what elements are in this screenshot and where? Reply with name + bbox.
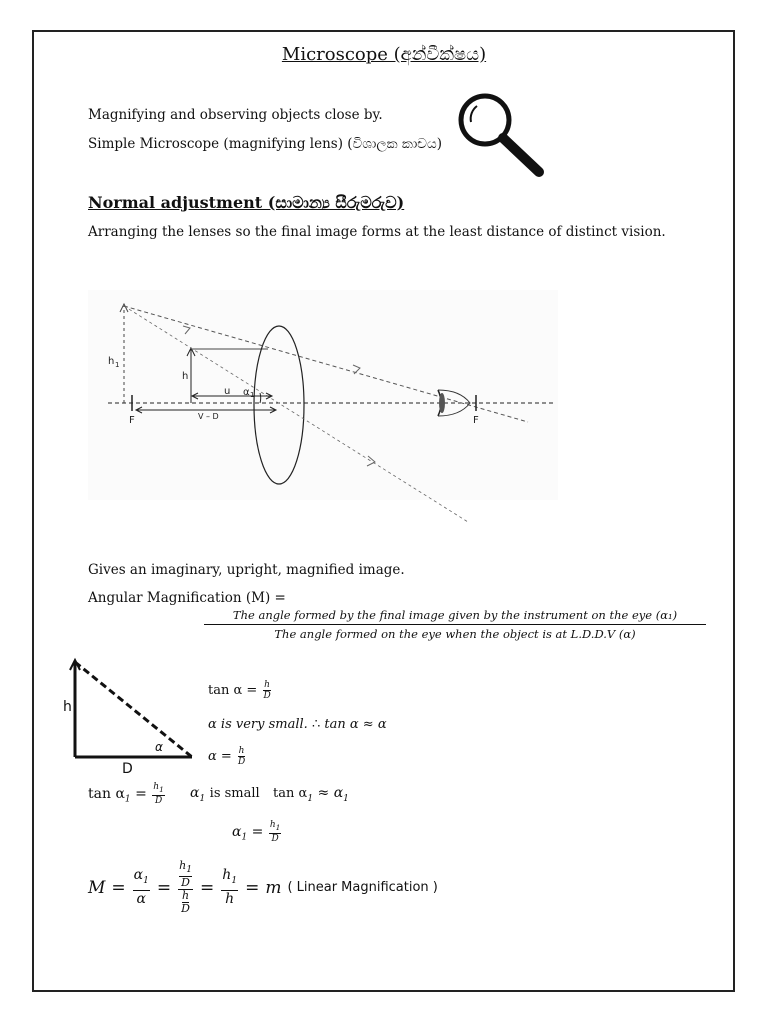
magnifying-glass-icon — [455, 92, 547, 180]
eq-tan-alpha1: $\tan \alpha_1$ = $\frac{h_1}{D}$ — [88, 782, 164, 806]
label-h: h — [182, 371, 189, 382]
eq-tan-alpha: tan α = $\frac{h}{D}$ — [208, 680, 271, 701]
eq-alpha1: $\alpha_1$ = $\frac{h_1}{D}$ — [232, 820, 281, 844]
angular-magnification-label: Angular Magnification (M) = — [88, 590, 286, 606]
intro-line-1: Magnifying and observing objects close by. — [88, 107, 383, 123]
angular-mag-numerator: The angle formed by the final image given by the instrument on the eye (α₁) — [204, 608, 706, 625]
normal-adjustment-desc: Arranging the lenses so the final image forms at the least distance of distinct vision. — [88, 224, 666, 240]
label-u: u — [224, 386, 231, 397]
label-alpha1: α — [243, 387, 250, 398]
label-h1: h — [108, 356, 115, 367]
label-h1-sub: 1 — [115, 361, 120, 369]
eq-alpha1-small: $\alpha_1$ is small $\tan \alpha_1 \approx \alpha_1$ — [190, 785, 349, 804]
eq-alpha-small: α is very small. ∴ tan α ≈ α — [208, 717, 387, 732]
angular-mag-denominator: The angle formed on the eye when the object is at L.D.D.V (α) — [274, 627, 636, 641]
triangle-label-h: h — [63, 699, 72, 715]
label-v-d: V – D — [198, 412, 219, 421]
triangle-diagram — [60, 652, 200, 776]
image-description: Gives an imaginary, upright, magnified image. — [88, 562, 405, 578]
linear-magnification-note: ( Linear Magnification ) — [287, 880, 438, 896]
intro-line-2: Simple Microscope (magnifying lens) (විශාලක කාචය) — [88, 136, 442, 152]
label-f-left: F — [129, 415, 135, 426]
ray-diagram — [88, 290, 558, 530]
eq-magnification: M = $\frac{\alpha_1}{\alpha}$ = $h_1$ D h D = $\frac{h_1}{h}$ = m ( Linear Magnification ) — [88, 859, 438, 916]
label-alpha1-sub: 1 — [250, 391, 255, 399]
label-f-right: F — [473, 415, 479, 426]
eq-alpha: α = $\frac{h}{D}$ — [208, 746, 246, 767]
triangle-label-alpha: α — [155, 740, 163, 754]
angular-magnification-fraction — [204, 608, 706, 641]
page-title: Microscope (අන්වීක්ෂය) — [281, 44, 487, 65]
normal-adjustment-heading: Normal adjustment (සාමාන්‍ය සීරුමරුව) — [88, 193, 405, 212]
triangle-label-d: D — [122, 761, 133, 776]
